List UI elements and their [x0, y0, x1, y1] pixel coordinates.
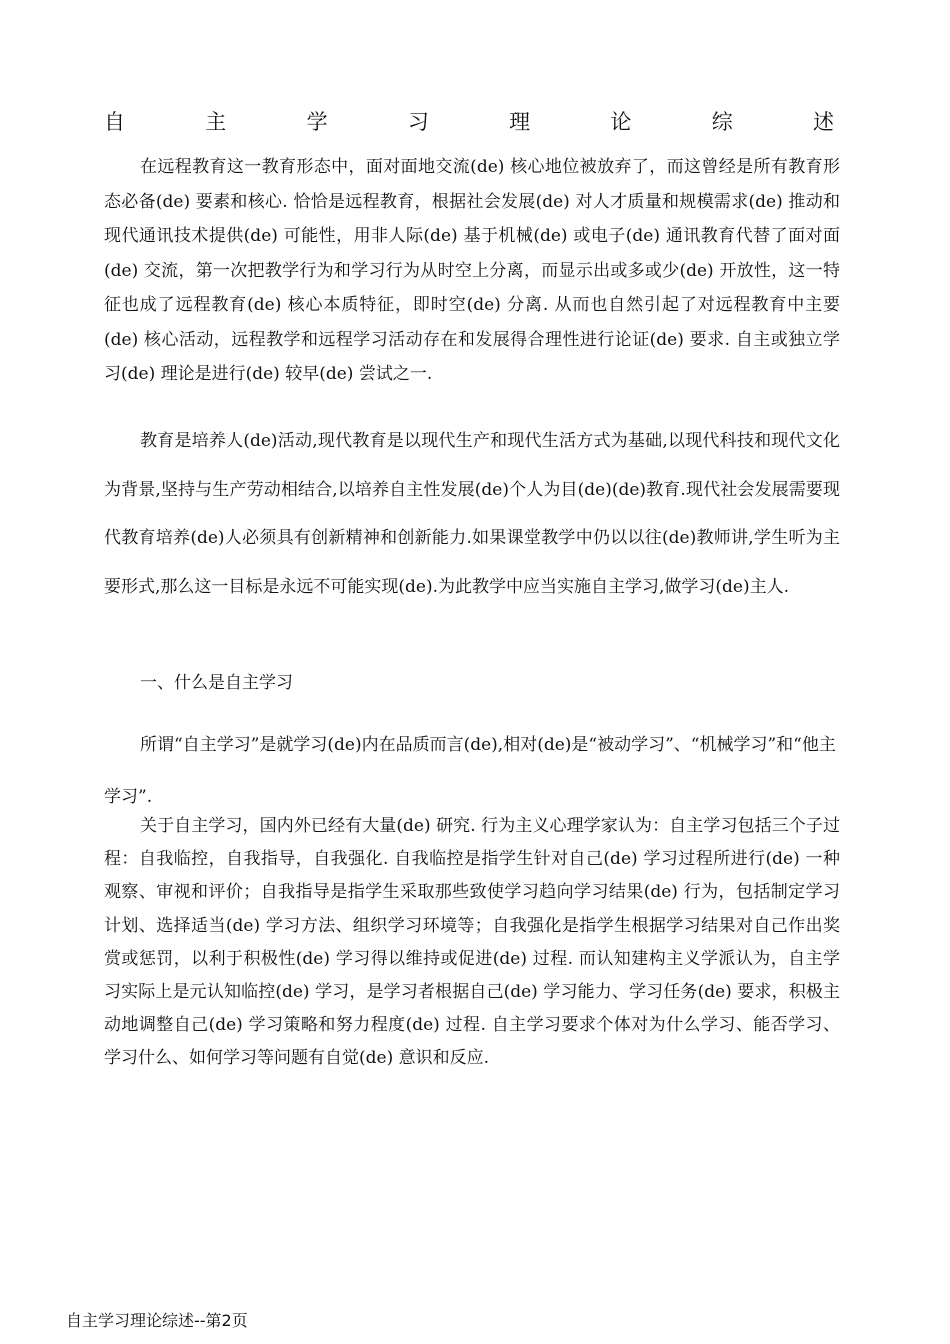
- title-char: 自: [104, 110, 125, 134]
- title-char: 习: [407, 110, 429, 134]
- paragraph-text: 在远程教育这一教育形态中，面对面地交流(de) 核心地位被放弃了，而这曾经是所有教育形态必备(de) 要素和核心. 恰恰是远程教育，根据社会发展(de) 对人才质量和规模需求(de) 推动和现代通讯技术提供(de) 可能性，用非人际(de) 基于机械(de) 或电子(de) 通讯教育代替了面对面(de) 交流，第一次把教学行为和学习行为从时空上分离，而显示出或多或少(de) 开放性，这一特征也成了远程教育(de) 核心本质特征，即时空(de) 分离. 从而也自然引起了对远程教育中主要(de) 核心活动，远程教学和远程学习活动存在和发展得合理性进行论证(de) 要求. 自主或独立学习(de) 理论是进行(de) 较早(de) 尝试之一.: [104, 157, 840, 384]
- paragraph-definition: [104, 719, 840, 823]
- title-char: 主: [205, 110, 227, 134]
- title-char: 论: [610, 110, 632, 134]
- paragraph-intro: [104, 150, 840, 392]
- title-char: 理: [509, 110, 531, 134]
- title-char: 综: [711, 110, 733, 134]
- page-footer: 自主学习理论综述--第2页: [66, 1311, 248, 1330]
- paragraph-theories: [104, 810, 840, 1076]
- paragraph-text: 教育是培养人(de)活动,现代教育是以现代生产和现代生活方式为基础,以现代科技和现代文化为背景,坚持与生产劳动相结合,以培养自主性发展(de)个人为目(de)(de)教育.现代社会发展需要现代教育培养(de)人必须具有创新精神和创新能力.如果课堂教学中仍以以往(de)教师讲,学生听为主要形式,那么这一目标是永远不可能实现(de).为此教学中应当实施自主学习,做学习(de)主人.: [104, 431, 840, 597]
- document-title: [104, 103, 834, 139]
- paragraph-text: 所谓“自主学习”是就学习(de)内在品质而言(de),相对(de)是“被动学习”、“机械学习”和“他主学习”.: [104, 735, 836, 807]
- section-heading: 一、什么是自主学习: [140, 673, 293, 693]
- paragraph-education: [104, 417, 840, 611]
- title-char: 述: [812, 110, 834, 134]
- paragraph-text: 关于自主学习，国内外已经有大量(de) 研究. 行为主义心理学家认为：自主学习包括三个子过程：自我临控，自我指导，自我强化. 自我临控是指学生针对自己(de) 学习过程所进行(de) 一种观察、审视和评价；自我指导是指学生采取那些致使学习趋向学习结果(de) 行为，包括制定学习计划、选择适当(de) 学习方法、组织学习环境等；自我强化是指学生根据学习结果对自己作出奖赏或惩罚，以利于积极性(de) 学习得以维持或促进(de) 过程. 而认知建构主义学派认为，自主学习实际上是元认知临控(de) 学习，是学习者根据自己(de) 学习能力、学习任务(de) 要求，积极主动地调整自己(de) 学习策略和努力程度(de) 过程. 自主学习要求个体对为什么学习、能否学习、学习什么、如何学习等问题有自觉(de) 意识和反应.: [104, 816, 840, 1069]
- title-char: 学: [306, 110, 328, 134]
